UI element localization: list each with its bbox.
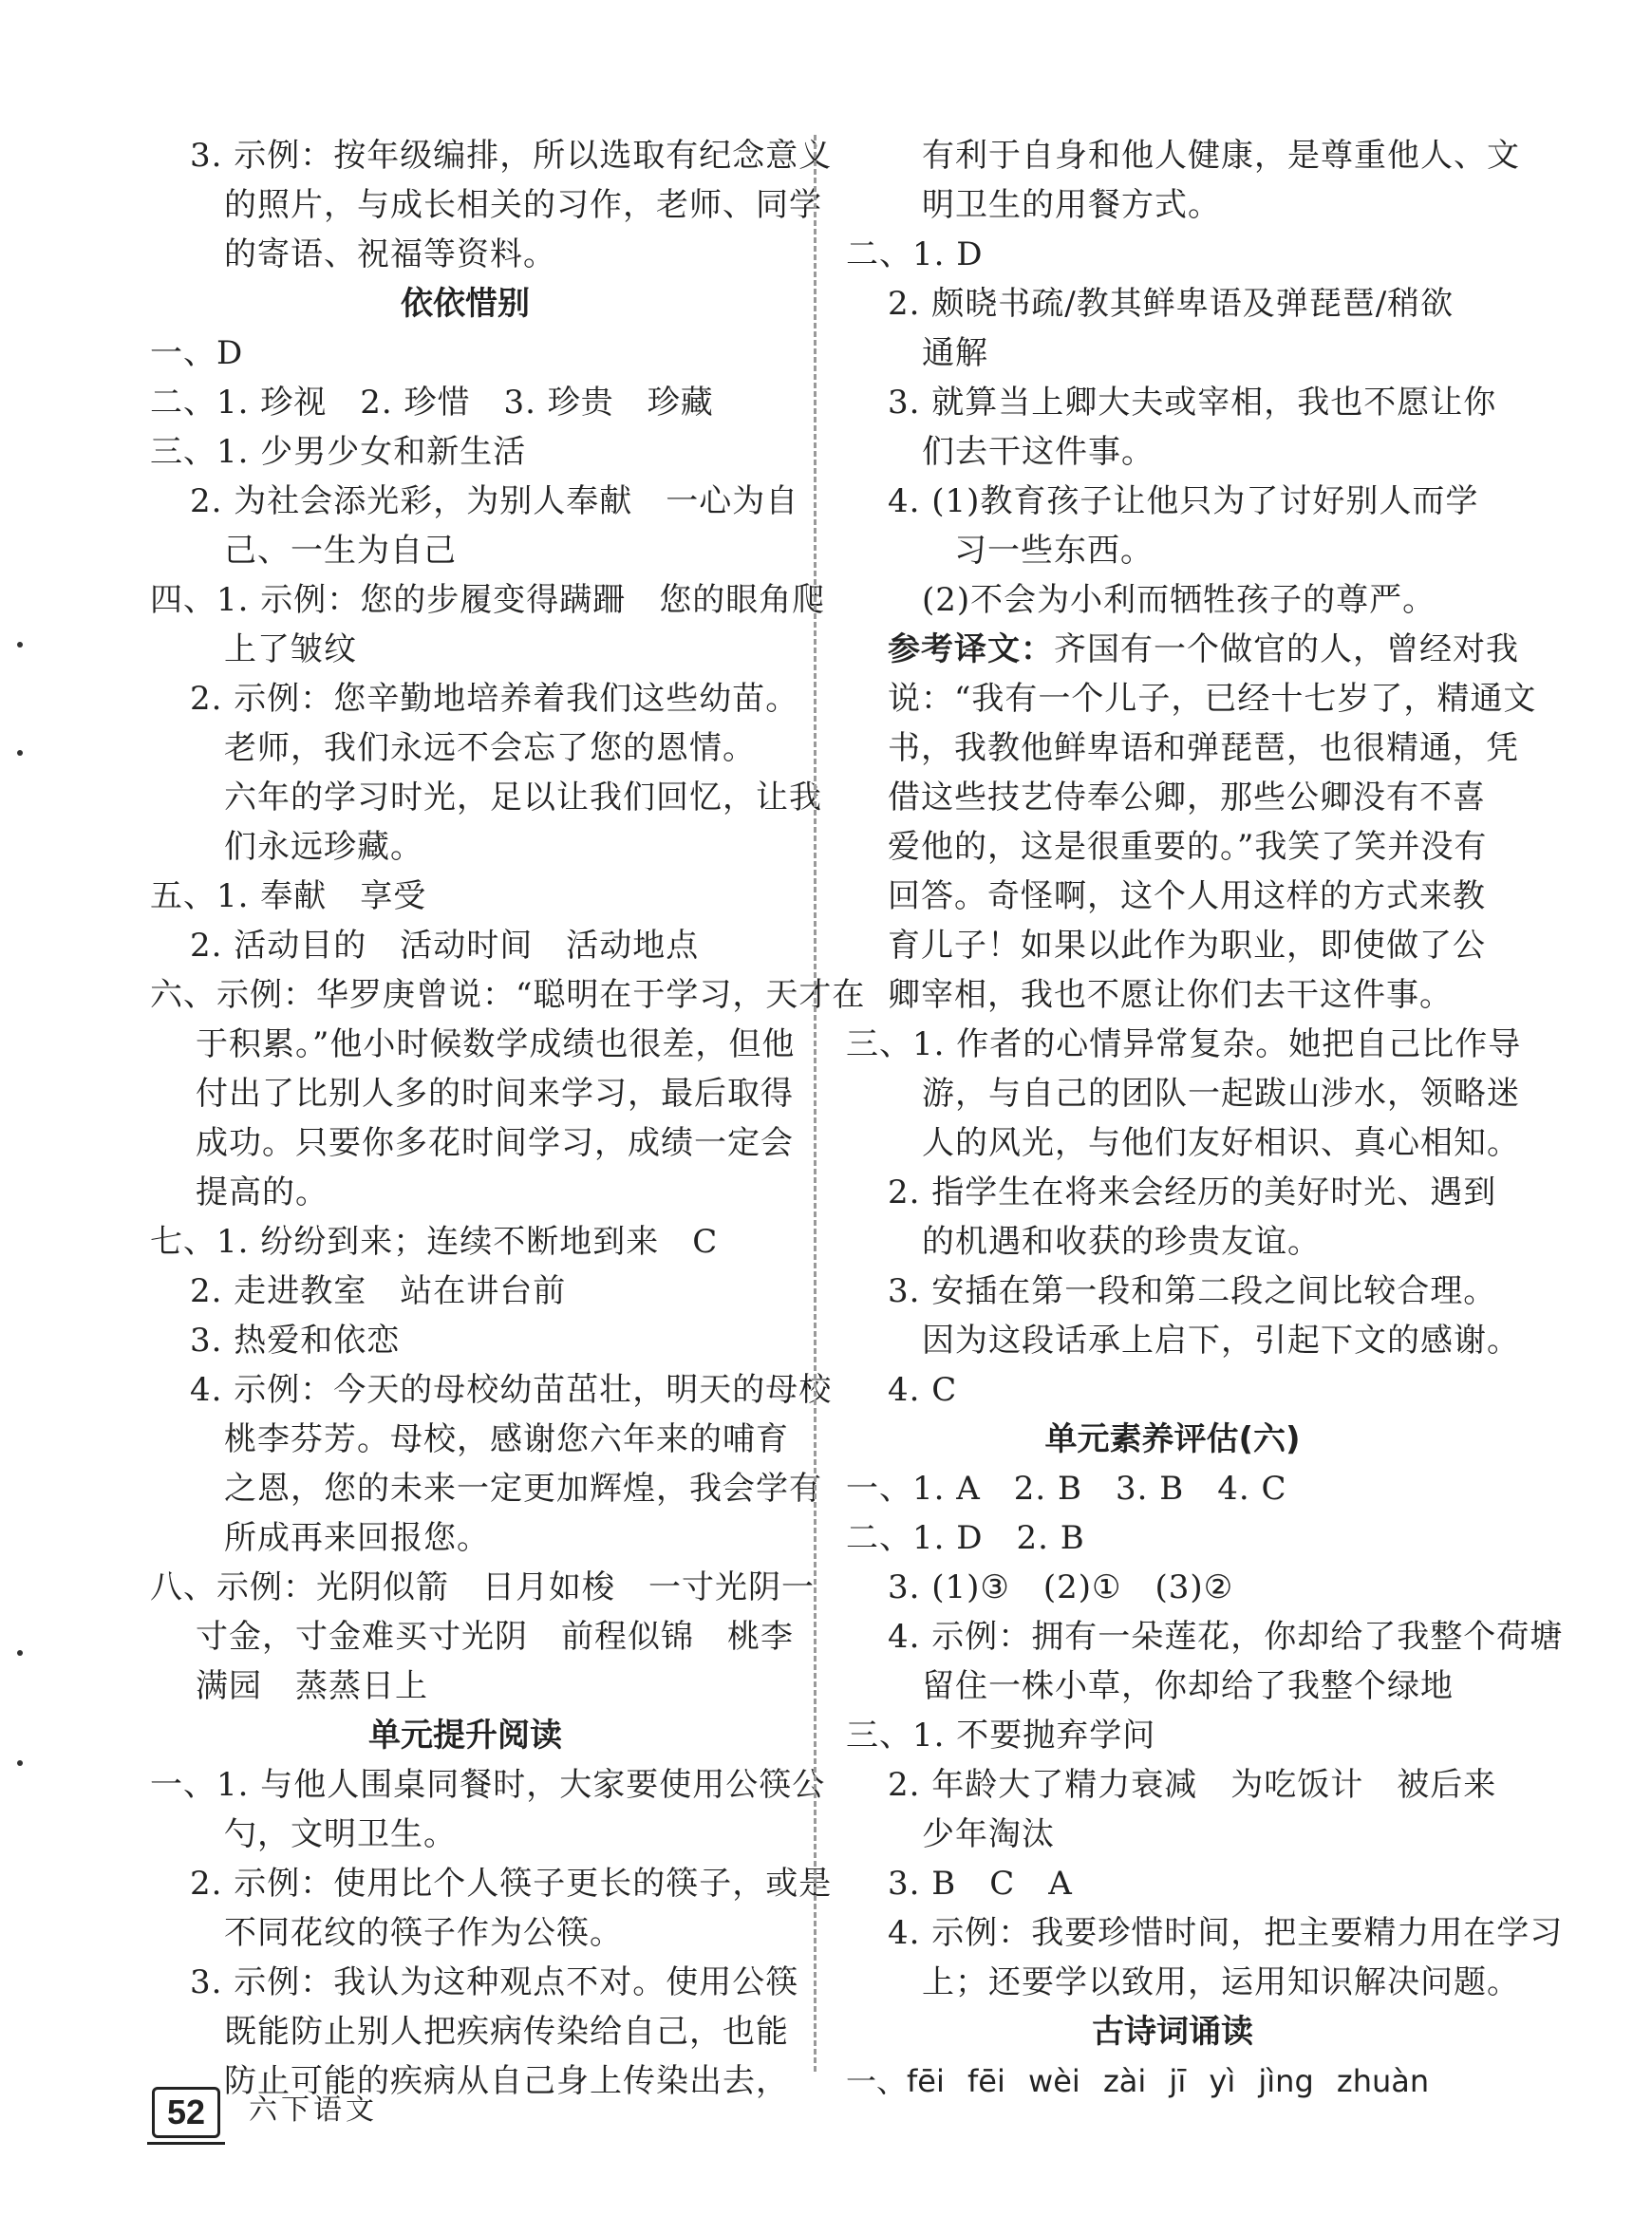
- text-line: 老师，我们永远不会忘了您的恩情。: [224, 729, 756, 767]
- text-line: 通解: [922, 334, 988, 372]
- text-line: 回答。奇怪啊，这个人用这样的方式来教: [888, 877, 1486, 915]
- text-line: 之恩，您的未来一定更加辉煌，我会学有: [224, 1470, 822, 1508]
- text-line: 的照片，与成长相关的习作，老师、同学: [224, 186, 822, 224]
- text-line: 上了皱纹: [224, 630, 357, 668]
- text-line: 既能防止别人把疾病传染给自己，也能: [224, 2013, 789, 2051]
- text-line: 的寄语、祝福等资料。: [224, 235, 556, 273]
- text-line: 于积累。”他小时候数学成绩也很差，但他: [196, 1025, 796, 1063]
- text-line: 明卫生的用餐方式。: [922, 186, 1221, 224]
- text-line: 借这些技艺侍奉公卿，那些公卿没有不喜: [888, 779, 1486, 817]
- text-line: 4. 示例：我要珍惜时间，把主要精力用在学习: [888, 1914, 1564, 1952]
- text-line: 不同花纹的筷子作为公筷。: [224, 1914, 623, 1952]
- text-line: 三、1. 作者的心情异常复杂。她把自己比作导: [846, 1025, 1522, 1063]
- pinyin-line: 一、fēi fēi wèi zài jī yì jìng zhuàn: [846, 2063, 1430, 2099]
- text-line: 一、D: [150, 334, 244, 372]
- text-line: 2. 示例：您辛勤地培养着我们这些幼苗。: [190, 680, 799, 718]
- text-line: 的机遇和收获的珍贵友谊。: [922, 1223, 1321, 1261]
- text-line: 2. 走进教室 站在讲台前: [190, 1272, 567, 1310]
- column-divider: [814, 135, 817, 2072]
- margin-dot: [17, 1650, 23, 1656]
- page-number-badge: 52: [152, 2087, 220, 2138]
- text-line: 己、一生为自己: [224, 532, 457, 570]
- text-line: 少年淘汰: [922, 1815, 1055, 1853]
- section-heading: 古诗词诵读: [1092, 2013, 1253, 2051]
- text-line: 3. (1)③ (2)① (3)②: [888, 1568, 1234, 1606]
- text-line: 成功。只要你多花时间学习，成绩一定会: [196, 1124, 794, 1162]
- text-line: 2. 为社会添光彩，为别人奉献 一心为自: [190, 482, 799, 520]
- text-line: 2. 指学生在将来会经历的美好时光、遇到: [888, 1173, 1497, 1211]
- text-line: 二、1. D 2. B: [846, 1519, 1085, 1557]
- text-line: 2. 示例：使用比个人筷子更长的筷子，或是: [190, 1865, 833, 1903]
- text-line: 4. 示例：拥有一朵莲花，你却给了我整个荷塘: [888, 1618, 1564, 1656]
- text-line: 一、1. A 2. B 3. B 4. C: [846, 1470, 1287, 1508]
- text-line: 2. 活动目的 活动时间 活动地点: [190, 927, 700, 965]
- reference-translation-line: 参考译文：齐国有一个做官的人，曾经对我: [888, 630, 1519, 668]
- text-line: 习一些东西。: [954, 532, 1154, 570]
- text-line: 人的风光，与他们友好相识、真心相知。: [922, 1124, 1520, 1162]
- text-line: 五、1. 奉献 享受: [150, 877, 427, 915]
- text-line: 二、1. D: [846, 235, 984, 273]
- text-line: (2)不会为小利而牺牲孩子的尊严。: [922, 581, 1436, 619]
- text-line: 寸金，寸金难买寸光阴 前程似锦 桃李: [196, 1618, 794, 1656]
- text-line: 因为这段话承上启下，引起下文的感谢。: [922, 1322, 1520, 1360]
- text-line: 满园 蒸蒸日上: [196, 1667, 428, 1705]
- text-line: 4. (1)教育孩子让他只为了讨好别人而学: [888, 482, 1479, 520]
- text-line: 2. 年龄大了精力衰减 为吃饭计 被后来: [888, 1766, 1497, 1804]
- text-line: 游，与自己的团队一起跋山涉水，领略迷: [922, 1075, 1520, 1113]
- section-heading: 单元提升阅读: [368, 1717, 562, 1755]
- text-line: 3. B C A: [888, 1865, 1073, 1903]
- text-line: 二、1. 珍视 2. 珍惜 3. 珍贵 珍藏: [150, 384, 714, 422]
- text-line: 4. C: [888, 1371, 958, 1409]
- text-line: 3. 示例：按年级编排，所以选取有纪念意义: [190, 137, 833, 175]
- text-line: 勺，文明卫生。: [224, 1815, 457, 1853]
- text-line: 一、1. 与他人围桌同餐时，大家要使用公筷公: [150, 1766, 826, 1804]
- section-heading: 单元素养评估(六): [1044, 1420, 1301, 1458]
- text-line: 爱他的，这是很重要的。”我笑了笑并没有: [888, 828, 1488, 866]
- text-line: 八、示例：光阴似箭 日月如梭 一寸光阴一: [150, 1568, 815, 1606]
- text-line: 卿宰相，我也不愿让你们去干这件事。: [888, 976, 1453, 1014]
- text-line: 育儿子！如果以此作为职业，即使做了公: [888, 927, 1486, 965]
- text-line: 防止可能的疾病从自己身上传染出去，: [224, 2062, 789, 2100]
- text-line: 七、1. 纷纷到来；连续不断地到来 C: [150, 1223, 719, 1261]
- text-line: 有利于自身和他人健康，是尊重他人、文: [922, 137, 1520, 175]
- text-line: 3. 安插在第一段和第二段之间比较合理。: [888, 1272, 1497, 1310]
- text-line: 们永远珍藏。: [224, 828, 423, 866]
- text-line: 付出了比别人多的时间来学习，最后取得: [196, 1075, 794, 1113]
- footer-subject-label: 六下语文: [249, 2093, 378, 2127]
- text-line: 4. 示例：今天的母校幼苗茁壮，明天的母校: [190, 1371, 833, 1409]
- text-line: 留住一株小草，你却给了我整个绿地: [922, 1667, 1454, 1705]
- text-line: 四、1. 示例：您的步履变得蹒跚 您的眼角爬: [150, 581, 826, 619]
- text-line: 上；还要学以致用，运用知识解决问题。: [922, 1963, 1520, 2001]
- margin-dot: [17, 750, 23, 756]
- reference-translation-label: 参考译文：: [888, 630, 1054, 668]
- text-line: 3. 热爱和依恋: [190, 1322, 401, 1360]
- text-line: 三、1. 不要抛弃学问: [846, 1717, 1156, 1755]
- text-line: 六年的学习时光，足以让我们回忆，让我: [224, 779, 822, 817]
- text-line: 3. 示例：我认为这种观点不对。使用公筷: [190, 1963, 799, 2001]
- text-line: 所成再来回报您。: [224, 1519, 490, 1557]
- text-line: 书，我教他鲜卑语和弹琵琶，也很精通，凭: [888, 729, 1519, 767]
- text-line: 说：“我有一个儿子，已经十七岁了，精通文: [888, 680, 1537, 718]
- text-line: 们去干这件事。: [922, 433, 1155, 471]
- text-line: 3. 就算当上卿大夫或宰相，我也不愿让你: [888, 384, 1497, 422]
- text-line: 三、1. 少男少女和新生活: [150, 433, 527, 471]
- text-line: 提高的。: [196, 1173, 329, 1211]
- text-line: 2. 颇晓书疏/教其鲜卑语及弹琵琶/稍欲: [888, 285, 1455, 323]
- text-line: 桃李芬芳。母校，感谢您六年来的哺育: [224, 1420, 789, 1458]
- margin-dot: [17, 642, 23, 648]
- margin-dot: [17, 1760, 23, 1766]
- text-line: 六、示例：华罗庚曾说：“聪明在于学习，天才在: [150, 976, 866, 1014]
- section-heading: 依依惜别: [401, 285, 530, 323]
